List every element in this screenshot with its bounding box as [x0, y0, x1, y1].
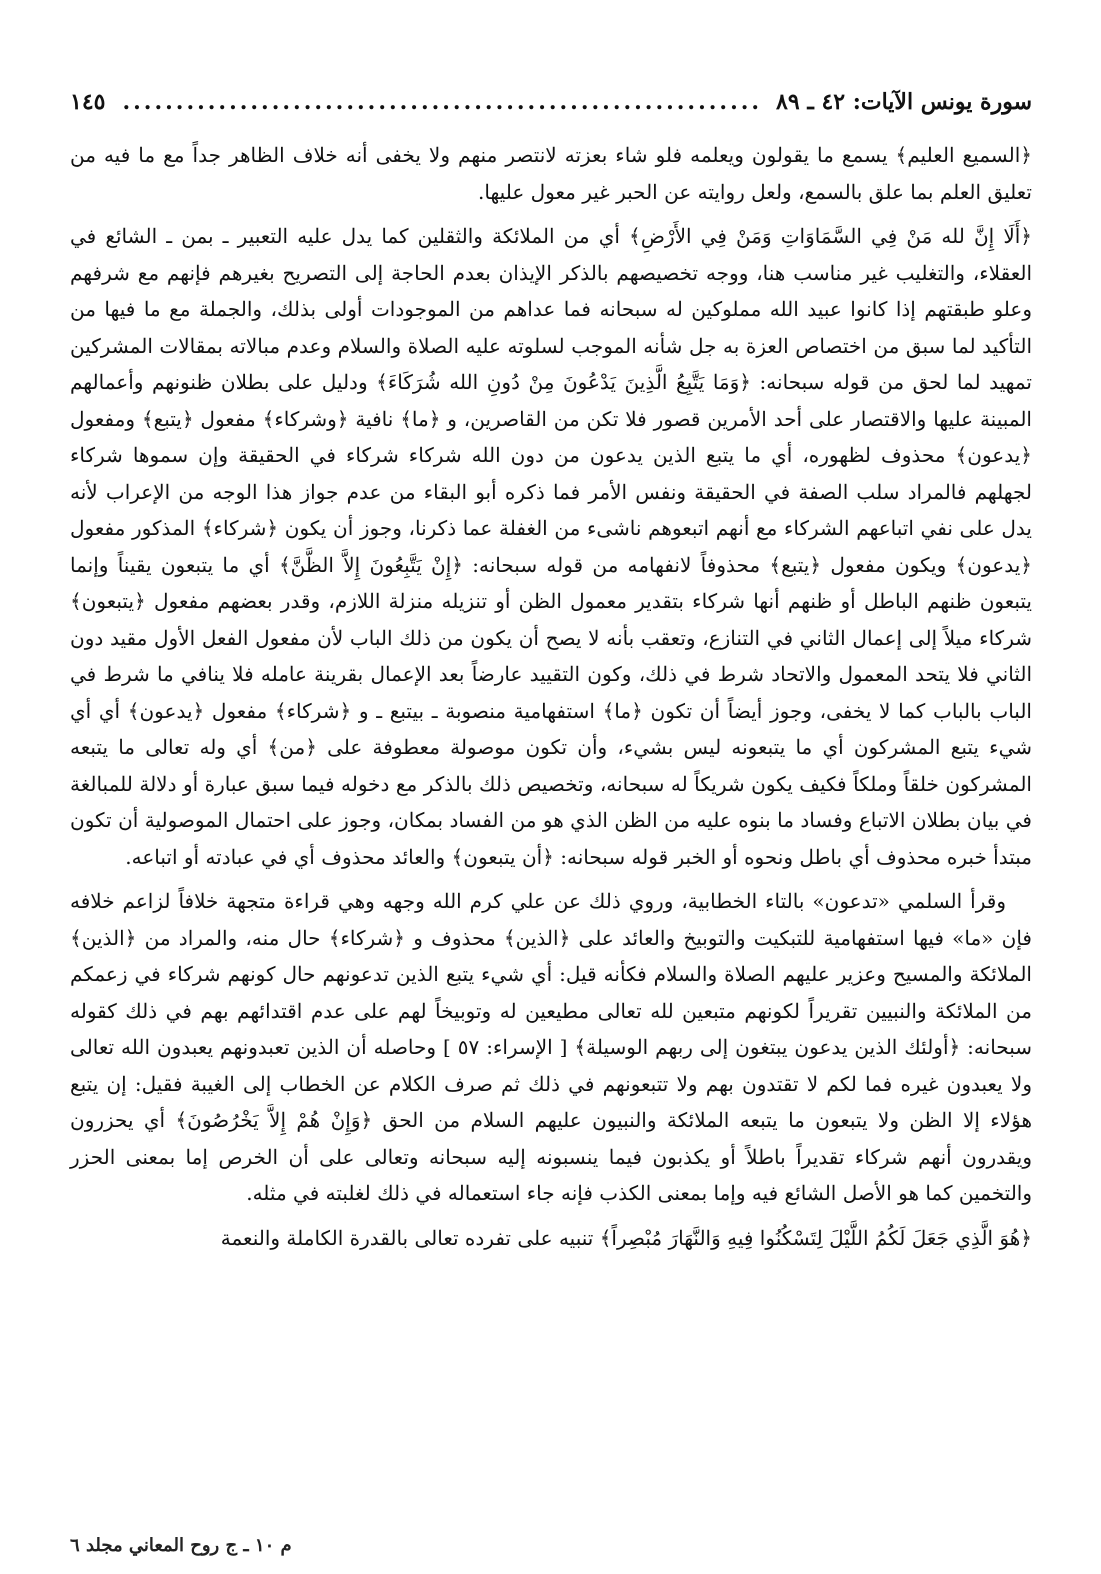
paragraph-2: ﴿أَلَا إِنَّ لله مَنْ فِي السَّمَاوَاتِ وَمَنْ فِي الأَرْضِ﴾ أي من الملائكة والثقلين كما يدل عليه التعبير ـ بمن ـ الشائع في العقلاء، والتغليب غير مناسب هنا، ووجه تخصيصهم بالذكر الإيذان بعدم الحاجة إلى التصريح بغيرهم فإنهم مع شرفهم وعلو طبقتهم إذا كانوا عبيد الله مملوكين له سبحانه فما عداهم من الموجودات أولى بذلك، والجملة مع ما فيها من التأكيد لما سبق من اختصاص العزة به جل شأنه الموجب لسلوته عليه الصلاة والسلام وعدم مبالاته بمقالات المشركين تمهيد لما لحق من قوله سبحانه: ﴿وَمَا يَتَّبِعُ الَّذِينَ يَدْعُونَ مِنْ دُونِ الله شُرَكَاءَ﴾ ودليل على بطلان ظنونهم وأعمالهم المبينة عليها والاقتصار على أحد الأمرين قصور فلا تكن من القاصرين، و ﴿ما﴾ نافية ﴿وشركاء﴾ مفعول ﴿يتبع﴾ ومفعول ﴿يدعون﴾ محذوف لظهوره، أي ما يتبع الذين يدعون من دون الله شركاء شركاء في الحقيقة وإن سموها شركاء لجهلهم فالمراد سلب الصفة في الحقيقة ونفس الأمر فما ذكره أبو البقاء من عدم جواز هذا الوجه من الإعراب لأنه يدل على نفي اتباعهم الشركاء مع أنهم اتبعوهم ناشىء من الغفلة عما ذكرنا، وجوز أن يكون ﴿شركاء﴾ المذكور مفعول ﴿يدعون﴾ ويكون مفعول ﴿يتبع﴾ محذوفاً لانفهامه من قوله سبحانه: ﴿إِنْ يَتَّبِعُونَ إِلاَّ الظَّنَّ﴾ أي ما يتبعون يقيناً وإنما يتبعون ظنهم الباطل أو ظنهم أنها شركاء بتقدير معمول الظن أو تنزيله منزلة اللازم، وقدر بعضهم مفعول ﴿يتبعون﴾ شركاء ميلاً إلى إعمال الثاني في التنازع، وتعقب بأنه لا يصح أن يكون من ذلك الباب لأن مفعول الفعل الأول مقيد دون الثاني فلا يتحد المعمول والاتحاد شرط في ذلك، وكون التقييد عارضاً بعد الإعمال بقرينة عامله فلا ينافي ما شرط في الباب بالباب كما لا يخفى، وجوز أيضاً أن تكون ﴿ما﴾ استفهامية منصوبة ـ بيتبع ـ و ﴿شركاء﴾ مفعول ﴿يدعون﴾ أي أي شيء يتبع المشركون أي ما يتبعونه ليس بشيء، وأن تكون موصولة معطوفة على ﴿من﴾ أي وله تعالى ما يتبعه المشركون خلقاً وملكاً فكيف يكون شريكاً له سبحانه، وتخصيص ذلك بالذكر مع دخوله فيما سبق عبارة أو دلالة للمبالغة في بيان بطلان الاتباع وفساد ما بنوه عليه من الظن الذي هو من الفساد بمكان، وجوز على احتمال الموصولية أن تكون مبتدأ خبره محذوف أي باطل ونحوه أو الخبر قوله سبحانه: ﴿أن يتبعون﴾ والعائد محذوف أي في عبادته أو اتباعه.	[70, 224, 1032, 869]
paragraph-3: وقرأ السلمي «تدعون» بالتاء الخطابية، وروي ذلك عن علي كرم الله وجهه وهي قراءة متجهة خلافاً لزاعم خلافه فإن «ما» فيها استفهامية للتبكيت والتوبيخ والعائد على ﴿الذين﴾ محذوف و ﴿شركاء﴾ حال منه، والمراد من ﴿الذين﴾ الملائكة والمسيح وعزير عليهم الصلاة والسلام فكأنه قيل: أي شيء يتبع الذين تدعونهم حال كونهم شركاء في زعمكم من الملائكة والنبيين تقريراً لكونهم متبعين لله تعالى مطيعين له وتوبيخاً لهم على عدم اقتدائهم بهم في ذلك كقوله سبحانه: ﴿أولئك الذين يدعون يبتغون إلى ربهم الوسيلة﴾ [ الإسراء: ٥٧ ] وحاصله أن الذين تعبدونهم يعبدون الله تعالى ولا يعبدون غيره فما لكم لا تقتدون بهم ولا تتبعونهم في ذلك ثم صرف الكلام عن الخطاب إلى الغيبة فقيل: إن يتبع هؤلاء إلا الظن ولا يتبعون ما يتبعه الملائكة والنبيون عليهم السلام من الحق ﴿وَإِنْ هُمْ إِلاَّ يَخْرُصُونَ﴾ أي يحزرون ويقدرون أنهم شركاء تقديراً باطلاً أو يكذبون فيما ينسبونه إليه سبحانه وتعالى على أن الخرص إما بمعنى الحزر والتخمين كما هو الأصل الشائع فيه وإما بمعنى الكذب فإنه جاء استعماله في ذلك لغلبته في مثله.	[70, 889, 1033, 1205]
header-title: سورة يونس الآيات: ٤٢ ـ ٨٩	[776, 89, 1032, 115]
page-body	[70, 137, 1032, 1256]
signature-mark: م ١٠ ـ ج روح المعاني مجلد ٦	[70, 1535, 292, 1556]
paragraph-1: ﴿السميع العليم﴾ يسمع ما يقولون ويعلمه فلو شاء بعزته لانتصر منهم ولا يخفى أنه خلاف الظاهر جداً مع ما فيه من تعليق العلم بما علق بالسمع، ولعل روايته عن الحبر غير معول عليها.	[70, 143, 1032, 204]
paragraph-4: ﴿هُوَ الَّذِي جَعَلَ لَكُمُ اللَّيْلَ لِتَسْكُنُوا فِيهِ وَالنَّهَارَ مُبْصِراً﴾ تنبيه على تفرده تعالى بالقدرة الكاملة والنعمة	[220, 1225, 1032, 1250]
page	[70, 80, 1032, 1264]
page-number: ١٤٥	[70, 89, 106, 115]
running-header	[70, 80, 1032, 125]
header-leader-dots	[119, 89, 762, 115]
